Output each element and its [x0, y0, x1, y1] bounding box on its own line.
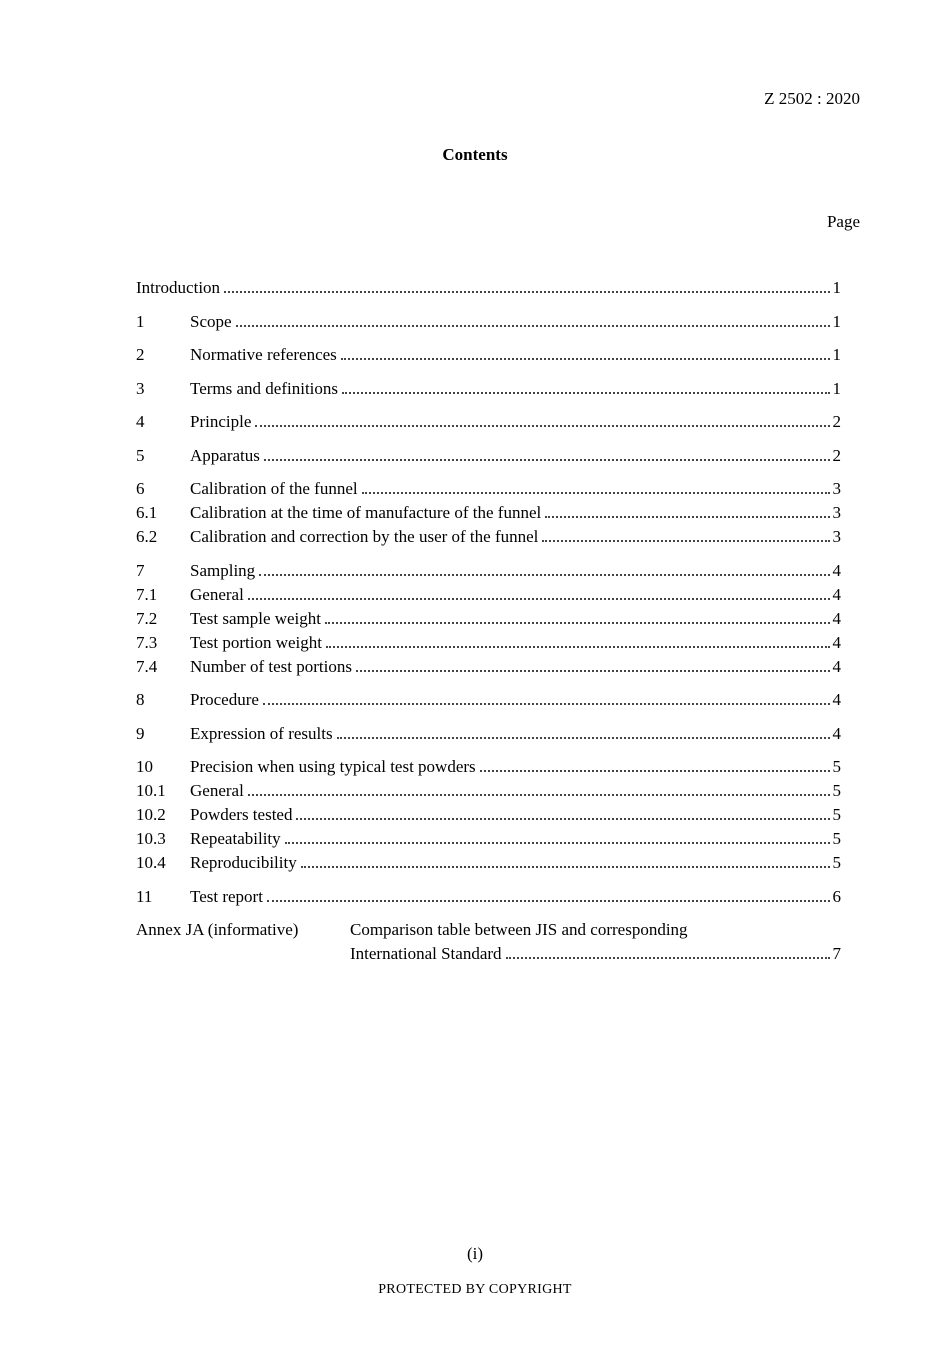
dot-leader — [263, 703, 830, 705]
toc-entry-number: 10.2 — [136, 805, 166, 824]
toc-entry-page: 4 — [832, 560, 841, 580]
table-of-contents — [136, 276, 841, 966]
toc-entry-page: 4 — [832, 723, 841, 743]
toc-entry-label: Test portion weight — [190, 632, 322, 652]
toc-entry[interactable] — [136, 655, 841, 679]
dot-leader — [248, 598, 830, 600]
toc-entry[interactable] — [136, 885, 841, 909]
annex-title-line1: Comparison table between JIS and corresponding — [350, 920, 688, 939]
toc-entry[interactable] — [136, 525, 841, 549]
toc-entry-label: Precision when using typical test powders — [190, 757, 476, 776]
toc-entry-number: 7.3 — [136, 632, 158, 652]
toc-entry-page: 4 — [832, 632, 841, 652]
toc-entry-number: 9 — [136, 723, 145, 743]
toc-entry-number: 10.4 — [136, 853, 166, 872]
dot-leader — [259, 574, 829, 576]
toc-entry-number: 8 — [136, 690, 145, 709]
toc-entry-page: 5 — [832, 853, 841, 872]
toc-entry[interactable] — [136, 755, 841, 779]
toc-entry-label: Sampling — [190, 560, 256, 580]
toc-entry-page: 3 — [832, 503, 841, 522]
toc-entry[interactable] — [136, 310, 841, 334]
toc-entry-label: General — [190, 584, 244, 604]
toc-entry-number: 6.1 — [136, 503, 158, 522]
toc-entry-page: 4 — [832, 656, 841, 676]
toc-entry-number: 10.1 — [136, 781, 166, 800]
toc-entry-page: 1 — [832, 378, 841, 398]
dot-leader — [248, 794, 830, 796]
toc-entry[interactable] — [136, 276, 841, 300]
toc-entry-page: 3 — [832, 527, 841, 546]
toc-entry-page: 1 — [832, 278, 841, 297]
toc-entry-label: Normative references — [190, 345, 337, 364]
toc-entry[interactable] — [136, 583, 841, 607]
standard-code: Z 2502 : 2020 — [764, 89, 860, 108]
toc-entry-label: Calibration at the time of manufacture of the funnel — [190, 503, 542, 522]
dot-leader — [255, 425, 829, 427]
toc-entry-page: 2 — [832, 445, 841, 465]
dot-leader — [480, 770, 830, 772]
toc-entry-label: Number of test portions — [190, 656, 352, 676]
toc-entry-page: 4 — [832, 584, 841, 604]
toc-entry-page: 5 — [832, 757, 841, 776]
toc-entry-page: 5 — [832, 781, 841, 800]
toc-entry-page: 4 — [832, 608, 841, 628]
toc-entry[interactable] — [136, 444, 841, 468]
annex-entry[interactable] — [136, 918, 841, 942]
toc-entry-label: Powders tested — [190, 805, 293, 824]
toc-entry[interactable] — [136, 722, 841, 746]
dot-leader — [224, 291, 829, 293]
toc-entry[interactable] — [136, 607, 841, 631]
toc-entry[interactable] — [136, 477, 841, 501]
toc-entry[interactable] — [136, 410, 841, 434]
toc-entry[interactable] — [136, 851, 841, 875]
dot-leader — [341, 358, 830, 360]
toc-entry-number: 7 — [136, 560, 145, 580]
toc-entry-number: 11 — [136, 886, 153, 906]
dot-leader — [506, 957, 830, 959]
annex-page: 7 — [832, 944, 841, 963]
dot-leader — [267, 900, 830, 902]
toc-entry-number: 6.2 — [136, 527, 158, 546]
annex-entry-continuation[interactable] — [136, 942, 841, 966]
toc-entry-page: 1 — [832, 345, 841, 364]
toc-entry-number: 6 — [136, 479, 145, 498]
dot-leader — [356, 670, 830, 672]
toc-entry-label: Terms and definitions — [190, 378, 339, 398]
toc-entry-number: 2 — [136, 345, 145, 364]
dot-leader — [264, 459, 830, 461]
toc-entry-number: 1 — [136, 311, 145, 331]
toc-entry-page: 6 — [832, 886, 841, 906]
toc-entry-label: Introduction — [136, 278, 221, 297]
dot-leader — [342, 392, 829, 394]
toc-entry-label: Procedure — [190, 690, 259, 709]
toc-entry[interactable] — [136, 688, 841, 712]
toc-entry[interactable] — [136, 343, 841, 367]
toc-entry-label: Scope — [190, 311, 232, 331]
toc-entry-label: Repeatability — [190, 829, 281, 848]
toc-entry-number: 5 — [136, 445, 145, 465]
dot-leader — [296, 818, 829, 820]
toc-entry[interactable] — [136, 779, 841, 803]
page-column-label: Page — [826, 212, 860, 231]
toc-entry-number: 7.2 — [136, 608, 158, 628]
toc-entry-page: 3 — [832, 479, 841, 498]
toc-entry-number: 10 — [136, 757, 153, 776]
toc-entry[interactable] — [136, 827, 841, 851]
toc-entry-label: Test report — [190, 886, 263, 906]
copyright-notice: PROTECTED BY COPYRIGHT — [378, 1282, 572, 1297]
toc-entry[interactable] — [136, 631, 841, 655]
toc-entry-label: Reproducibility — [190, 853, 297, 872]
toc-entry-page: 1 — [832, 311, 841, 331]
dot-leader — [337, 737, 830, 739]
dot-leader — [362, 492, 830, 494]
page-title: Contents — [442, 145, 508, 164]
dot-leader — [325, 622, 829, 624]
dot-leader — [236, 325, 830, 327]
toc-entry[interactable] — [136, 501, 841, 525]
toc-entry-label: Principle — [190, 412, 252, 431]
toc-entry-page: 4 — [832, 690, 841, 709]
toc-entry-label: Calibration of the funnel — [190, 479, 358, 498]
annex-prefix: Annex JA (informative) — [136, 920, 299, 939]
toc-entry-label: Test sample weight — [190, 608, 322, 628]
toc-entry-label: Expression of results — [190, 723, 333, 743]
toc-entry-page: 2 — [832, 412, 841, 431]
toc-entry-label: Calibration and correction by the user of the funnel — [190, 527, 539, 546]
toc-entry[interactable] — [136, 377, 841, 401]
toc-entry-number: 7.1 — [136, 584, 158, 604]
footer-page-number: (i) — [466, 1244, 484, 1263]
toc-entry-label: General — [190, 781, 244, 800]
toc-entry-number: 7.4 — [136, 656, 158, 676]
dot-leader — [545, 516, 829, 518]
toc-entry-number: 10.3 — [136, 829, 166, 848]
dot-leader — [542, 540, 829, 542]
dot-leader — [301, 866, 830, 868]
dot-leader — [326, 646, 830, 648]
toc-entry-number: 4 — [136, 412, 145, 431]
toc-entry-label: Apparatus — [190, 445, 260, 465]
dot-leader — [285, 842, 830, 844]
annex-title-line2: International Standard — [350, 944, 502, 963]
toc-entry-page: 5 — [832, 829, 841, 848]
toc-entry[interactable] — [136, 559, 841, 583]
toc-entry-page: 5 — [832, 805, 841, 824]
toc-entry[interactable] — [136, 803, 841, 827]
toc-entry-number: 3 — [136, 378, 145, 398]
